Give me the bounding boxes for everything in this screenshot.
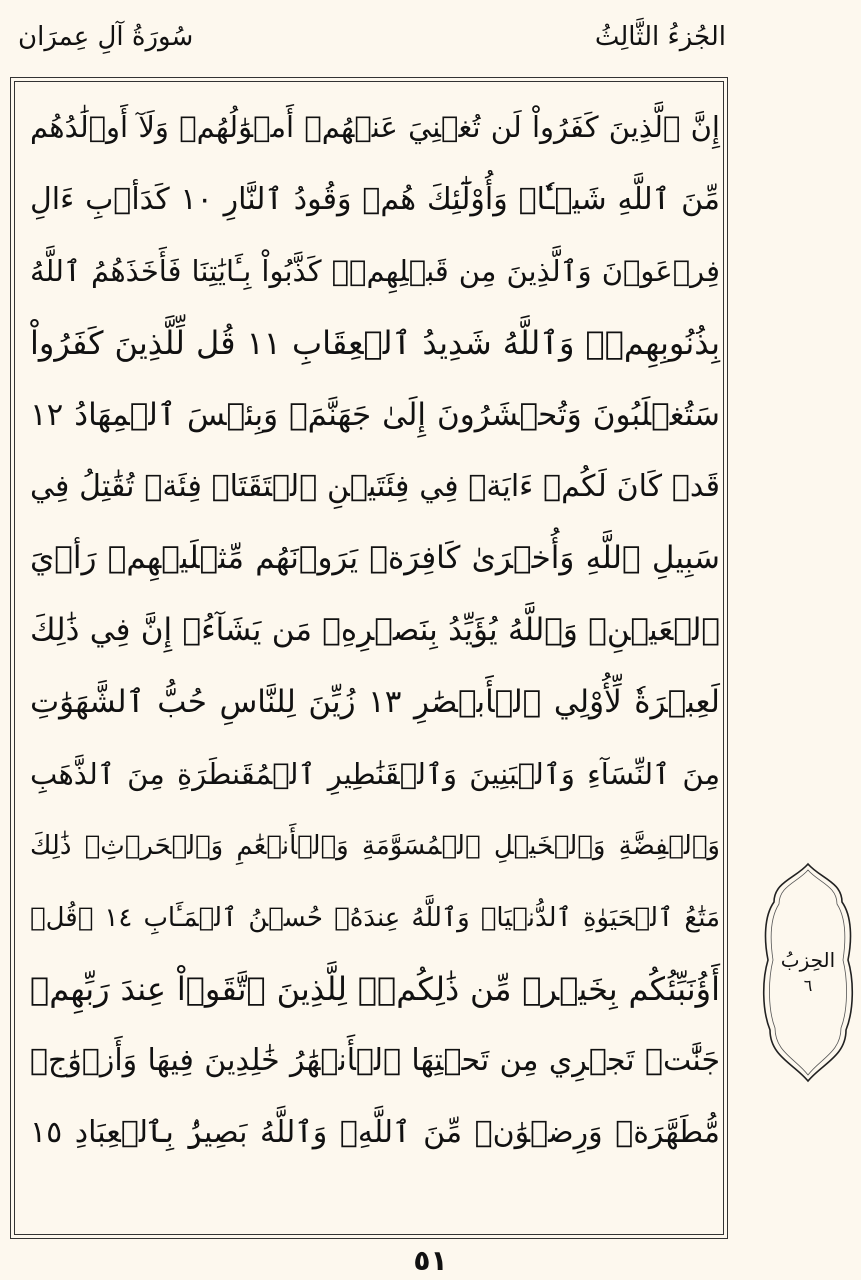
text-line: إِنَّ ٱلَّذِينَ كَفَرُواْ لَن تُغۡنِيَ عَنۡهُمۡ أَمۡوَٰلُهُمۡ وَلَآ أَوۡلَٰدُهُم xyxy=(30,110,720,145)
text-line: بِذُنُوبِهِمۡۗ وَٱللَّهُ شَدِيدُ ٱلۡعِقَابِ ١١ قُل لِّلَّذِينَ كَفَرُواْ xyxy=(30,324,720,363)
hizb-marker xyxy=(760,860,856,1085)
text-line: وَٱلۡفِضَّةِ وَٱلۡخَيۡلِ ٱلۡمُسَوَّمَةِ وَٱلۡأَنۡعَٰمِ وَٱلۡحَرۡثِۗ ذَٰلِكَ xyxy=(30,830,720,861)
text-line: مَتَٰعُ ٱلۡحَيَوٰةِ ٱلدُّنۡيَاۖ وَٱللَّهُ عِندَهُۥ حُسۡنُ ٱلۡمَـَٔابِ ١٤ ۞قُلۡ xyxy=(30,902,721,933)
text-line: سَبِيلِ ٱللَّهِ وَأُخۡرَىٰ كَافِرَةٞ يَرَوۡنَهُم مِّثۡلَيۡهِمۡ رَأۡيَ xyxy=(30,540,720,577)
text-line: قَدۡ كَانَ لَكُمۡ ءَايَةٞ فِي فِئَتَيۡنِ ٱلۡتَقَتَاۖ فِئَةٞ تُقَٰتِلُ فِي xyxy=(30,468,720,504)
text-line: لَعِبۡرَةٗ لِّأُوْلِي ٱلۡأَبۡصَٰرِ ١٣ زُيِّنَ لِلنَّاسِ حُبُّ ٱلشَّهَوَٰتِ xyxy=(30,683,720,720)
text-line: أَؤُنَبِّئُكُم بِخَيۡرٖ مِّن ذَٰلِكُمۡۖ لِلَّذِينَ ٱتَّقَوۡاْ عِندَ رَبِّهِمۡ xyxy=(30,970,720,1009)
hizb-frame-icon xyxy=(760,860,856,1085)
text-line: جَنَّٰتٞ تَجۡرِي مِن تَحۡتِهَا ٱلۡأَنۡهَٰرُ خَٰلِدِينَ فِيهَا وَأَزۡوَٰجٞ xyxy=(30,1043,720,1079)
hizb-number: ٦ xyxy=(803,976,813,995)
text-line: مِّنَ ٱللَّهِ شَيۡـٔٗاۖ وَأُوْلَٰٓئِكَ هُمۡ وَقُودُ ٱلنَّارِ ١٠ كَدَأۡبِ ءَالِ xyxy=(30,181,720,217)
text-line: ٱلۡعَيۡنِۚ وَٱللَّهُ يُؤَيِّدُ بِنَصۡرِهِۦ مَن يَشَآءُۚ إِنَّ فِي ذَٰلِكَ xyxy=(30,611,720,648)
text-line: مُّطَهَّرَةٞ وَرِضۡوَٰنٞ مِّنَ ٱللَّهِۗ وَٱللَّهُ بَصِيرُۢ بِٱلۡعِبَادِ ١٥ xyxy=(30,1115,720,1151)
text-line: سَتُغۡلَبُونَ وَتُحۡشَرُونَ إِلَىٰ جَهَنَّمَۖ وَبِئۡسَ ٱلۡمِهَادُ ١٢ xyxy=(30,396,720,433)
text-line: مِنَ ٱلنِّسَآءِ وَٱلۡبَنِينَ وَٱلۡقَنَٰطِيرِ ٱلۡمُقَنطَرَةِ مِنَ ٱلذَّهَبِ xyxy=(30,756,720,791)
page-number: ٥١ xyxy=(413,1244,448,1277)
juz-title: الجُزءُ الثَّالِثُ xyxy=(594,22,726,52)
hizb-label: الحِزبُ xyxy=(780,948,836,972)
page-header xyxy=(0,12,861,72)
surah-title: سُورَةُ آلِ عِمرَان xyxy=(18,22,194,52)
quran-text xyxy=(30,92,720,1232)
text-line: فِرۡعَوۡنَ وَٱلَّذِينَ مِن قَبۡلِهِمۡۚ كَذَّبُواْ بِـَٔايَٰتِنَا فَأَخَذَهُمُ ٱللَّهُ xyxy=(30,253,720,288)
